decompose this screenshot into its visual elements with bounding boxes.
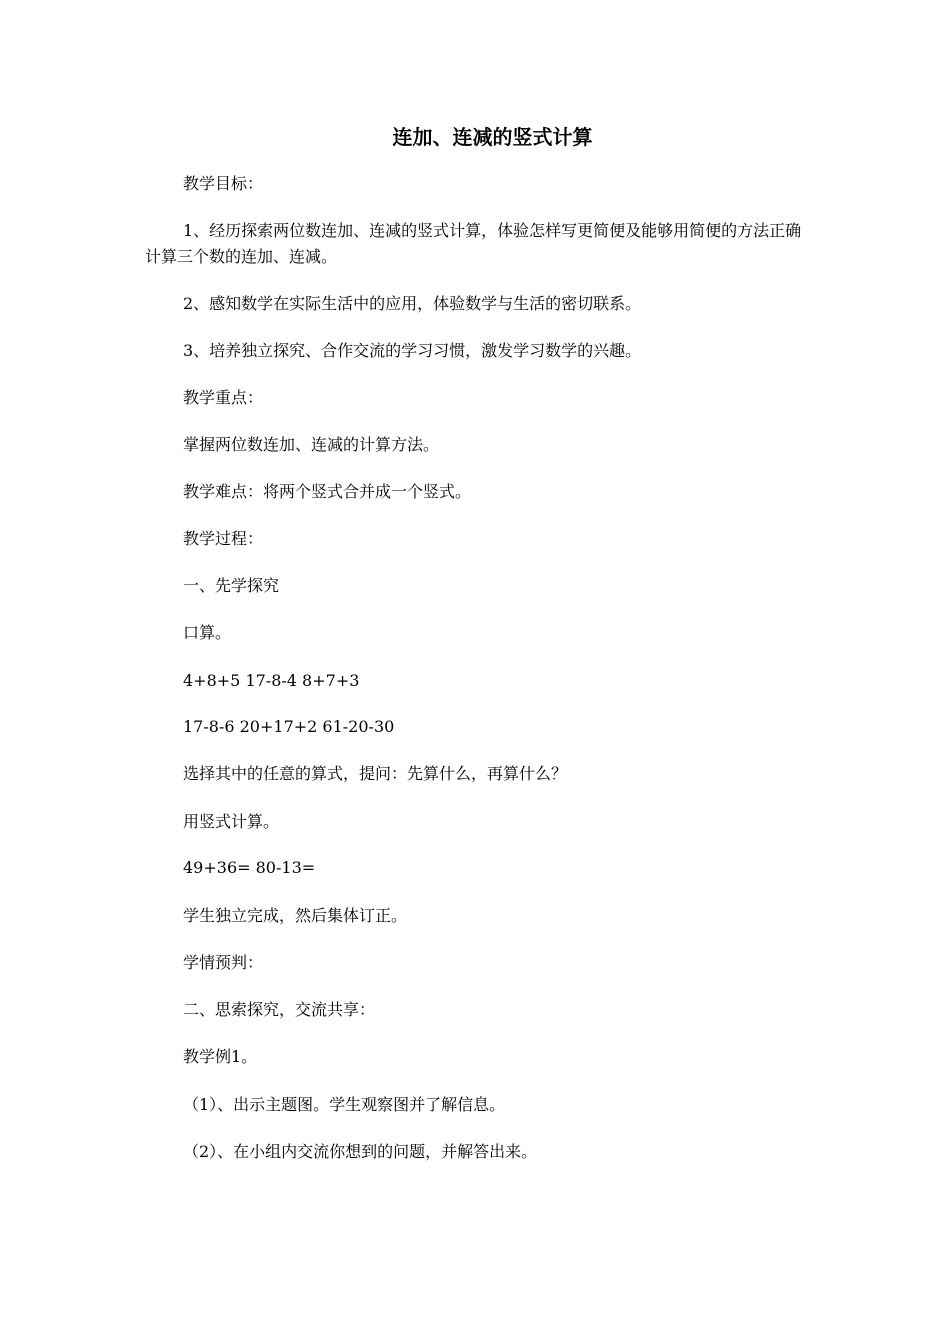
objective-1: 1、经历探索两位数连加、连减的竖式计算，体验怎样写更简便及能够用简便的方法正确计算三个数的连加、连减。 [145,221,802,266]
oral-calc-label: 口算。 [183,623,232,642]
prediction: 学情预判： [183,953,264,972]
heading-key-points: 教学重点： [183,388,264,407]
section-1-heading: 一、先学探究 [183,576,280,595]
key-point: 掌握两位数连加、连减的计算方法。 [183,435,440,454]
objective-2: 2、感知数学在实际生活中的应用，体验数学与生活的密切联系。 [183,294,642,313]
heading-objectives: 教学目标： [183,174,264,193]
oral-row-2: 17-8-6 20+17+2 61-20-30 [183,717,395,736]
vertical-calc-label: 用竖式计算。 [183,812,280,831]
step-1: （1）、出示主题图。学生观察图并了解信息。 [183,1095,506,1114]
heading-process: 教学过程： [183,529,264,548]
example-label: 教学例1。 [183,1047,258,1066]
student-work: 学生独立完成，然后集体订正。 [183,906,408,925]
section-2-heading: 二、思索探究，交流共享： [183,1000,376,1019]
document-title: 连加、连减的竖式计算 [392,125,593,149]
objective-3: 3、培养独立探究、合作交流的学习习惯，激发学习数学的兴趣。 [183,341,642,360]
question: 选择其中的任意的算式，提问：先算什么，再算什么？ [183,764,568,783]
difficulty: 教学难点：将两个竖式合并成一个竖式。 [183,482,472,501]
vertical-row: 49+36= 80-13= [183,858,316,877]
oral-row-1: 4+8+5 17-8-4 8+7+3 [183,671,360,690]
step-2: （2）、在小组内交流你想到的问题，并解答出来。 [183,1142,538,1161]
